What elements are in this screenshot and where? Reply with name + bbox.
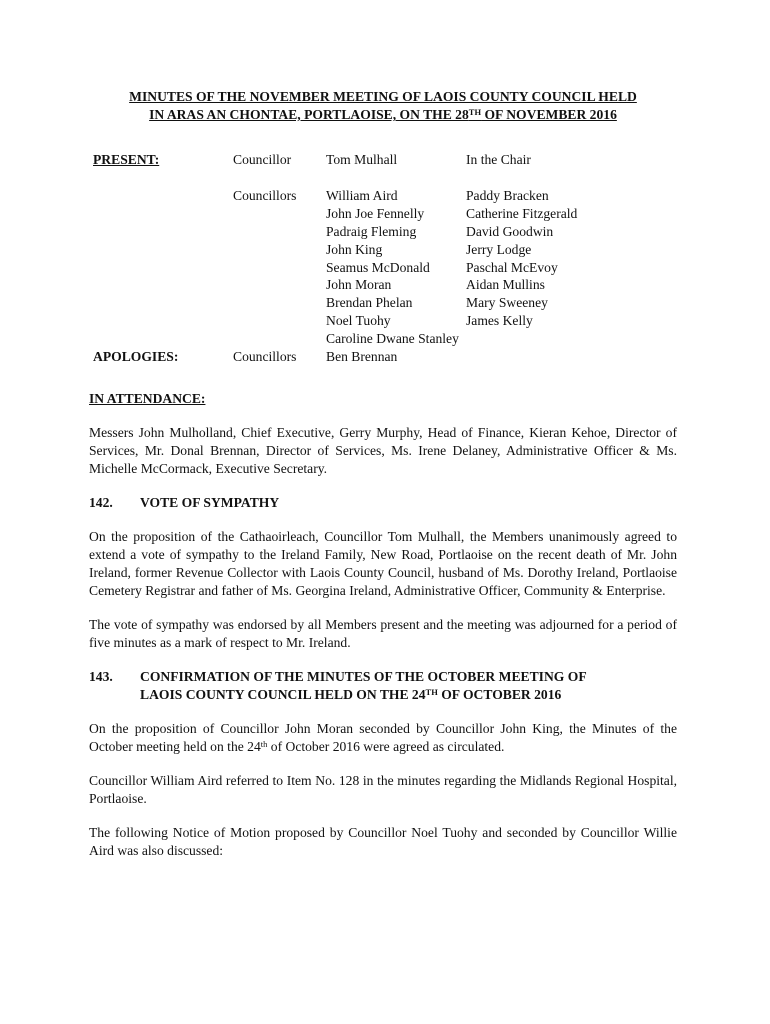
member-name: Jerry Lodge (466, 241, 532, 257)
member-name: Catherine Fitzgerald (466, 205, 578, 221)
item-143-paragraph-1-end: of October 2016 were agreed as circulated. (267, 739, 505, 754)
item-143-title (140, 668, 587, 704)
item-142-paragraph-2: The vote of sympathy was endorsed by all Members present and the meeting was adjourned for a period of five minutes as a mark of respect to Mr. Ireland. (89, 617, 677, 650)
item-143-heading (89, 668, 677, 704)
title-line-2-text: IN ARAS AN CHONTAE, PORTLAOISE, ON THE 28 (149, 107, 469, 122)
member-name: John Moran (326, 277, 392, 293)
chair-note: In the Chair (466, 152, 531, 167)
document-title (89, 88, 677, 124)
title-line-2-superscript: TH (468, 107, 482, 117)
item-143-title-superscript: TH (425, 687, 438, 697)
item-142-number: 142. (89, 495, 113, 510)
minutes-page (89, 88, 677, 860)
attendance-roster (89, 151, 677, 383)
member-name: Mary Sweeney (466, 295, 548, 311)
members-role: Councillors (233, 188, 297, 203)
member-name: Seamus McDonald (326, 259, 430, 275)
attendance-text: Messers John Mulholland, Chief Executive, Gerry Murphy, Head of Finance, Kieran Kehoe, Director of Services, Mr. Donal Brennan, Director of Services, Ms. Irene Delaney, Administrative Officer & Ms. Michelle McCormack, Executive Secretary. (89, 425, 677, 476)
item-143-title-line-2-end: OF OCTOBER 2016 (437, 687, 562, 702)
member-name: Aidan Mullins (466, 277, 545, 293)
apologies-label: APOLOGIES: (93, 349, 179, 364)
item-143-paragraph-3: The following Notice of Motion proposed by Councillor Noel Tuohy and seconded by Councillor Willie Aird was also discussed: (89, 825, 677, 858)
attendance-heading: IN ATTENDANCE: (89, 391, 206, 406)
title-line-1: MINUTES OF THE NOVEMBER MEETING OF LAOIS COUNTY COUNCIL HELD (129, 89, 637, 104)
member-name: Paschal McEvoy (466, 259, 558, 275)
title-line-2 (89, 106, 677, 124)
member-name: James Kelly (466, 313, 533, 329)
member-name: John King (326, 241, 383, 257)
item-143-paragraph-1 (89, 720, 677, 756)
item-143-paragraph-1-text: On the proposition of Councillor John Moran seconded by Councillor John King, the Minutes of the October meeting held on the 24 (89, 721, 677, 754)
item-143-title-line-1: CONFIRMATION OF THE MINUTES OF THE OCTOBER MEETING OF (140, 669, 587, 684)
members-column-2 (466, 187, 577, 330)
members-column-1 (326, 187, 430, 330)
item-143-number: 143. (89, 669, 113, 684)
item-142-paragraph-1: On the proposition of the Cathaoirleach, Councillor Tom Mulhall, the Members unanimously agreed to extend a vote of sympathy to the Ireland Family, New Road, Portlaoise on the recent death of Mr. John Ireland, former Revenue Collector with Laois County Council, husband of Ms. Dorothy Ireland, Portlaoise Cemetery Registrar and father of Ms. Georgina Ireland, Administrative Officer, Community & Enterprise. (89, 529, 677, 598)
item-143-paragraph-1-superscript: th (260, 739, 268, 749)
member-name: Padraig Fleming (326, 223, 417, 239)
title-line-2-end: OF NOVEMBER 2016 (481, 107, 617, 122)
item-142-heading (89, 494, 677, 512)
apologies-name: Ben Brennan (326, 349, 398, 364)
item-142-title: VOTE OF SYMPATHY (140, 495, 280, 510)
item-143-paragraph-2: Councillor William Aird referred to Item No. 128 in the minutes regarding the Midlands Regional Hospital, Portlaoise. (89, 773, 677, 806)
member-last: Caroline Dwane Stanley (326, 331, 459, 346)
member-name: Noel Tuohy (326, 313, 391, 329)
member-name: William Aird (326, 188, 398, 203)
present-label: PRESENT: (93, 152, 160, 167)
member-name: David Goodwin (466, 223, 554, 239)
chair-role: Councillor (233, 152, 292, 167)
member-name: Paddy Bracken (466, 188, 549, 203)
member-name: Brendan Phelan (326, 295, 413, 311)
item-143-title-line-2: LAOIS COUNTY COUNCIL HELD ON THE 24 (140, 687, 426, 702)
apologies-role: Councillors (233, 349, 297, 364)
member-name: John Joe Fennelly (326, 205, 425, 221)
chair-name: Tom Mulhall (326, 152, 398, 167)
